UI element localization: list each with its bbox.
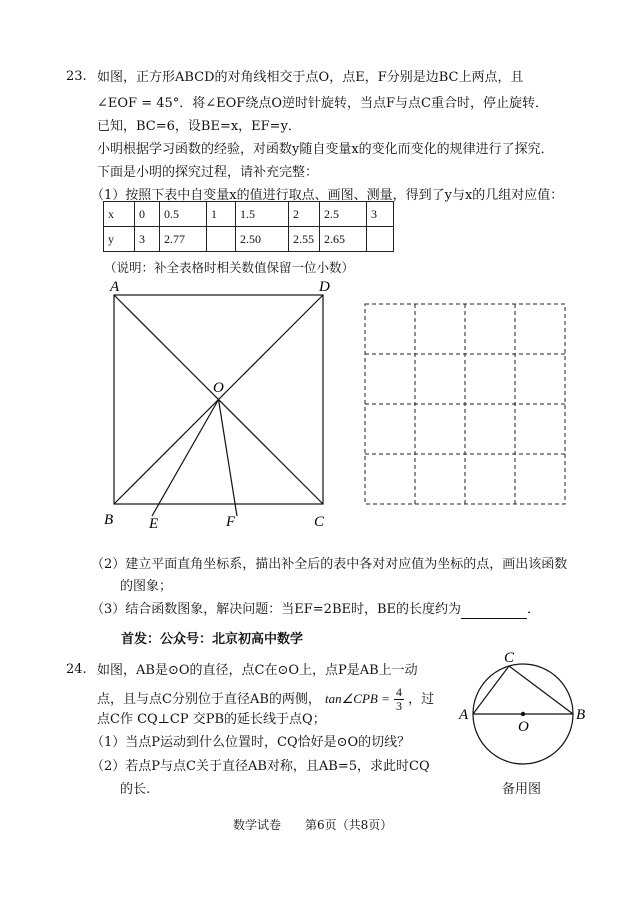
circle-figure: [455, 650, 595, 780]
ray-oe: [152, 400, 219, 517]
figure-caption: 备用图: [502, 782, 542, 797]
q23-note: （说明：补全表格时相关数值保留一位小数）: [104, 260, 355, 275]
q23-part2b: 的图象；: [120, 579, 173, 594]
table-row-x: [104, 202, 394, 227]
q23-part3-line: [91, 601, 540, 619]
q23-number: 23.: [66, 69, 87, 84]
source-note: 首发：公众号：北京初高中数学: [121, 632, 304, 647]
table-cell: 2.5: [320, 202, 367, 227]
square-figure: [100, 275, 340, 535]
table-cell: y: [104, 227, 135, 252]
table-cell: 2.65: [320, 227, 367, 252]
q24-number: 24.: [66, 662, 87, 677]
table-cell: [367, 227, 394, 252]
q23-part3-end: ．: [527, 602, 541, 617]
q23-part3: （3）结合函数图象，解决问题：当EF=2BE时，BE的长度约为: [91, 602, 462, 617]
label-c: C: [504, 650, 515, 666]
q24-part2a: （2）若点P与点C关于直径AB对称，且AB=5，求此时CQ: [91, 759, 430, 774]
q24-line3: 点C作 CQ⊥CP 交PB的延长线于点Q；: [97, 712, 326, 727]
q23-line2: ∠EOF = 45°．将∠EOF绕点O逆时针旋转，当点F与点C重合时，停止旋转．: [97, 96, 548, 111]
q24-part1: （1）当点P运动到什么位置时，CQ恰好是⊙O的切线？: [91, 735, 411, 750]
q23-line4: 小明根据学习函数的经验，对函数y随自变量x的变化而变化的规律进行了探究．: [97, 142, 554, 157]
table-cell: 0: [135, 202, 160, 227]
table-cell: 1.5: [236, 202, 289, 227]
table-cell: 3: [367, 202, 394, 227]
label-e: E: [149, 516, 159, 532]
label-a: A: [459, 707, 469, 723]
table-cell: 2.77: [160, 227, 207, 252]
center-point: [521, 712, 525, 716]
label-b: B: [104, 512, 114, 528]
q23-line5: 下面是小明的探究过程，请补充完整：: [97, 165, 319, 180]
table-cell: x: [104, 202, 135, 227]
label-b: B: [576, 707, 586, 723]
answer-blank[interactable]: [461, 604, 527, 619]
q24-line2a: 点，且与点C分别位于直径AB的两侧，: [97, 692, 321, 707]
label-d: D: [319, 279, 330, 295]
table-row-y: [104, 227, 394, 252]
tan-label: tan∠CPB =: [325, 691, 390, 706]
dashed-grid: [360, 300, 570, 510]
chord-cb: [509, 666, 573, 714]
table-cell: 3: [135, 227, 160, 252]
table-cell: [207, 227, 236, 252]
fraction-denominator: 3: [396, 699, 403, 713]
q23-line3: 已知，BC=6，设BE=x，EF=y．: [97, 119, 301, 134]
fraction-numerator: 4: [396, 685, 403, 699]
table-cell: 2.50: [236, 227, 289, 252]
label-c: C: [314, 514, 325, 530]
label-o: O: [518, 719, 529, 735]
label-o: O: [213, 380, 224, 396]
q24-part2b: 的长.: [120, 782, 151, 797]
label-f: F: [226, 514, 236, 530]
ray-of: [219, 400, 238, 517]
q24-line2: [97, 686, 434, 713]
label-a: A: [110, 279, 120, 295]
fraction-4-3: [394, 686, 404, 713]
table-cell: 1: [207, 202, 236, 227]
q23-line1: 如图，正方形ABCD的对角线相交于点O，点E，F分别是边BC上两点，且: [97, 70, 524, 85]
chord-ac: [473, 666, 509, 714]
table-cell: 2.55: [289, 227, 320, 252]
q23-part2a: （2）建立平面直角坐标系，描出补全后的表中各对对应值为坐标的点，画出该函数: [91, 557, 568, 572]
q23-part1: （1）按照下表中自变量x的值进行取点、画图、测量，得到了y与x的几组对应值：: [91, 188, 564, 203]
table-cell: 2: [289, 202, 320, 227]
xy-value-table: [103, 201, 394, 252]
page-footer: 数学试卷 第6页（共8页）: [233, 818, 393, 832]
table-cell: 0.5: [160, 202, 207, 227]
q24-line2b: ，过: [408, 692, 435, 707]
q24-line1: 如图，AB是⊙O的直径，点C在⊙O上，点P是AB上一动: [97, 663, 418, 678]
